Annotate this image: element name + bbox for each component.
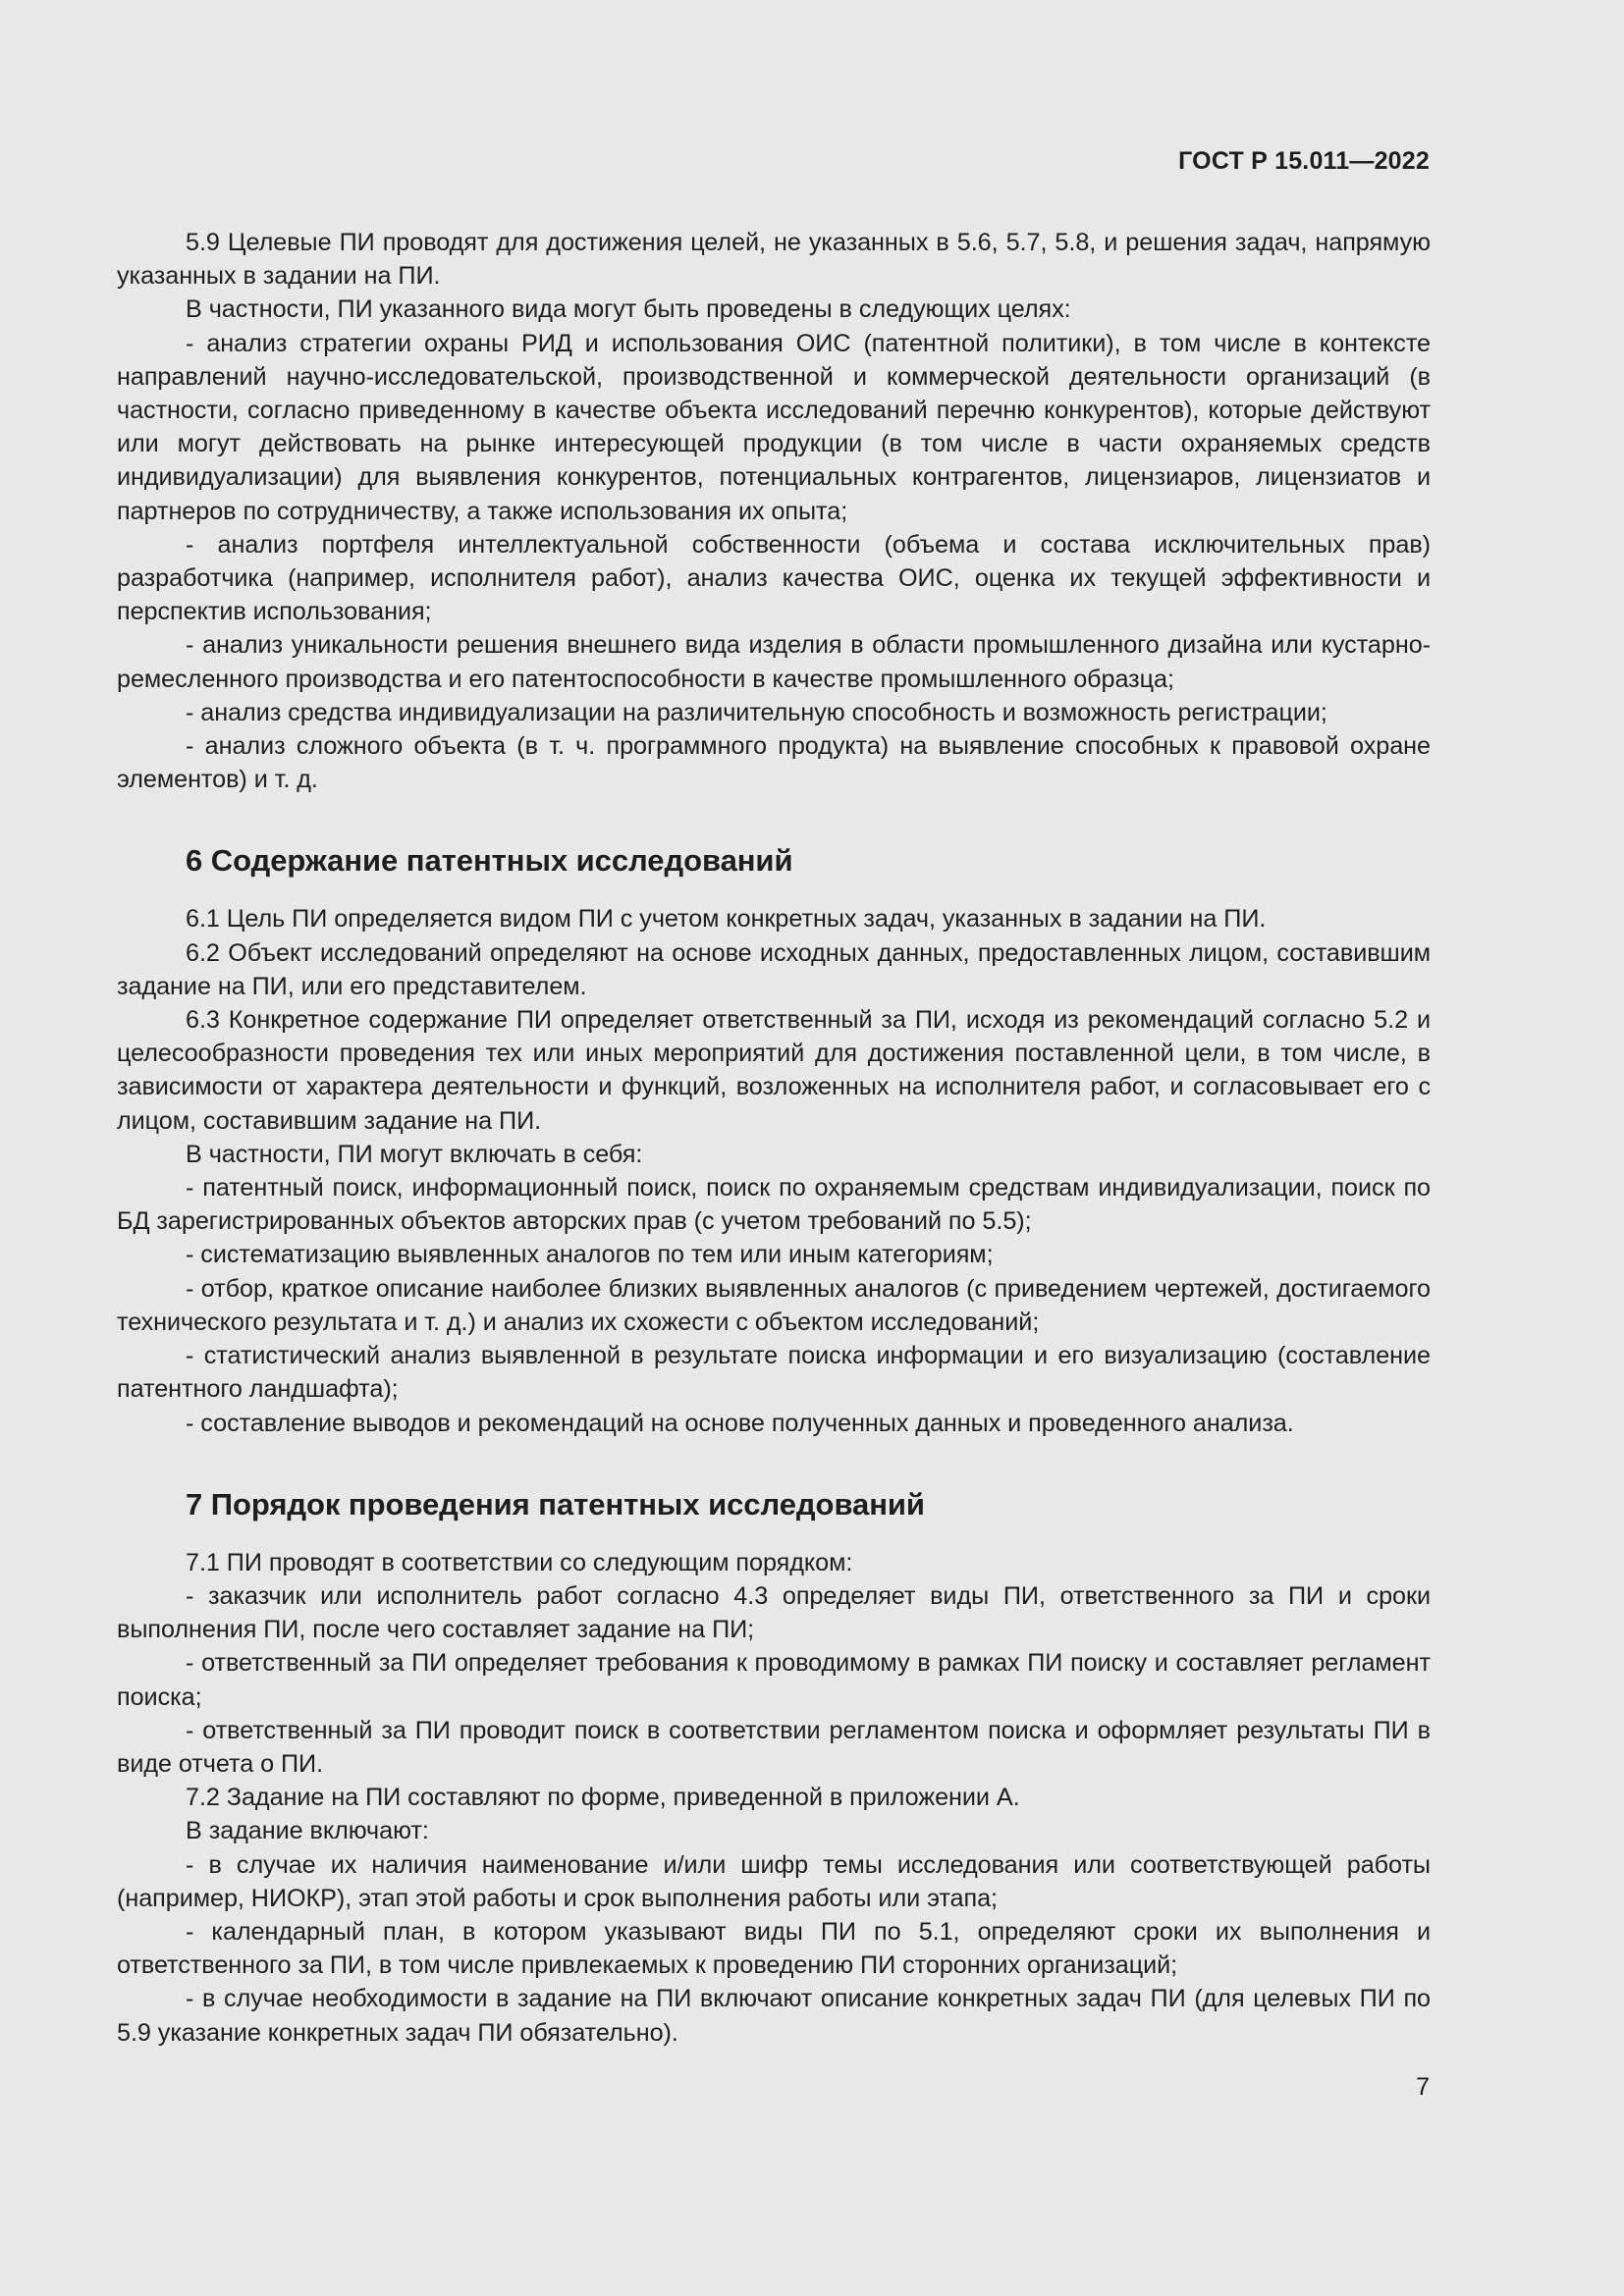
paragraph: 6.1 Цель ПИ определяется видом ПИ с учетом конкретных задач, указанных в задании на ПИ. [186,905,1267,934]
list-item: - заказчик или исполнитель работ согласно 4.3 определяет виды ПИ, ответственного за ПИ и сроки выполнения ПИ, после чего составляет задание на ПИ; [117,1581,1431,1644]
list-item: - ответственный за ПИ проводит поиск в соответствии регламентом поиска и оформляет результаты ПИ в виде отчета о ПИ. [117,1716,1431,1778]
list-item: - патентный поиск, информационный поиск, поиск по охраняемым средствам индивидуализации, поиск по БД зарегистрированных объектов авторских прав (с учетом требований по 5.5); [117,1174,1431,1236]
list-item: - анализ портфеля интеллектуальной собственности (объема и состава исключительных прав) разработчика (например, исполнителя работ), анализ качества ОИС, оценка их текущей эффективности и перспектив использования; [117,530,1431,626]
paragraph: 7.1 ПИ проводят в соответствии со следующим порядком: [186,1548,853,1576]
paragraph: 6.2 Объект исследований определяют на основе исходных данных, предоставленных лицом, составившим задание на ПИ, или его представителем. [117,938,1431,1000]
list-item: - анализ уникальности решения внешнего вида изделия в области промышленного дизайна или кустарно-ремесленного производства и его патентоспособности в качестве промышленного образца; [117,631,1431,693]
list-item: - анализ средства индивидуализации на различительную способность и возможность регистрации; [186,698,1327,726]
list-item: - систематизацию выявленных аналогов по тем или иным категориям; [186,1241,994,1269]
list-item: - статистический анализ выявленной в результате поиска информации и его визуализацию (составление патентного ландшафта); [117,1342,1431,1404]
page-number: 7 [1416,2073,1430,2101]
paragraph: 5.9 Целевые ПИ проводят для достижения целей, не указанных в 5.6, 5.7, 5.8, и решения задач, напрямую указанных в задании на ПИ. [117,229,1431,291]
section-6-heading: 6 Содержание патентных исследований [186,843,793,879]
paragraph: В задание включают: [186,1817,429,1845]
section-7-heading: 7 Порядок проведения патентных исследований [186,1486,925,1522]
paragraph: В частности, ПИ могут включать в себя: [186,1140,643,1168]
paragraph: 6.3 Конкретное содержание ПИ определяет ответственный за ПИ, исходя из рекомендаций согласно 5.2 и целесообразности проведения тех или иных мероприятий для достижения поставленной цели, в том числе, в зависимости от характера деятельности и функций, возложенных на исполнителя работ, и согласовывает его с лицом, составившим задание на ПИ. [117,1006,1431,1135]
list-item: - составление выводов и рекомендаций на основе полученных данных и проведенного анализа. [186,1409,1294,1437]
list-item: - календарный план, в котором указывают виды ПИ по 5.1, определяют сроки их выполнения и ответственного за ПИ, в том числе привлекаемых к проведению ПИ сторонних организаций; [117,1917,1431,1980]
paragraph: 7.2 Задание на ПИ составляют по форме, приведенной в приложении А. [186,1784,1020,1812]
list-item: - в случае их наличия наименование и/или шифр темы исследования или соответствующей работы (например, НИОКР), этап этой работы и срок выполнения работы или этапа; [117,1850,1431,1912]
list-item: - в случае необходимости в задание на ПИ включают описание конкретных задач ПИ (для целевых ПИ по 5.9 указание конкретных задач ПИ обязательно). [117,1985,1431,2047]
list-item: - отбор, краткое описание наиболее близких выявленных аналогов (с приведением чертежей, достигаемого технического результата и т. д.) и анализ их схожести с объектом исследований; [117,1274,1431,1336]
paragraph: В частности, ПИ указанного вида могут быть проведены в следующих целях: [186,295,1071,324]
document-header: ГОСТ Р 15.011—2022 [1178,147,1430,175]
list-item: - ответственный за ПИ определяет требования к проводимому в рамках ПИ поиску и составляет регламент поиска; [117,1649,1431,1711]
list-item: - анализ сложного объекта (в т. ч. программного продукта) на выявление способных к правовой охране элементов) и т. д. [117,732,1431,794]
list-item: - анализ стратегии охраны РИД и использования ОИС (патентной политики), в том числе в контексте направлений научно-исследовательской, производственной и коммерческой деятельности организаций (в частности, согласно приведенному в качестве объекта исследований перечню конкурентов), которые действуют или могут действовать на рынке интересующей продукции (в том числе в части охраняемых средств индивидуализации) для выявления конкурентов, потенциальных контрагентов, лицензиаров, лицензиатов и партнеров по сотрудничеству, а также использования их опыта; [117,329,1431,525]
document-body [117,226,1431,2050]
